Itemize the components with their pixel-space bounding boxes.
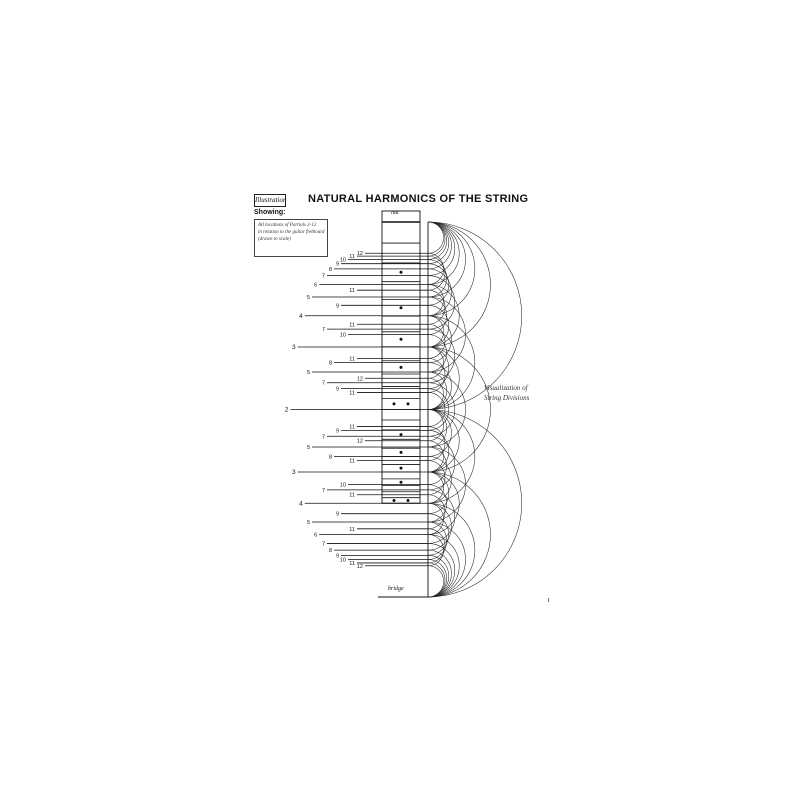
harmonic-number-label: 10 [339, 557, 346, 564]
harmonic-number-label: 11 [349, 492, 355, 499]
harmonic-number-label: 6 [314, 282, 318, 289]
harmonic-number-label: 5 [306, 295, 310, 301]
harmonic-number-label: 9 [335, 303, 339, 310]
harmonic-number-label: 8 [328, 548, 332, 555]
division-arc [428, 347, 491, 472]
division-arc [428, 560, 447, 598]
description-line: (drawn to scale) [258, 237, 291, 243]
harmonic-number-label: 12 [356, 251, 363, 258]
harmonic-number-label: 11 [349, 424, 355, 431]
harmonic-number-label: 11 [349, 288, 355, 295]
harmonic-number-label: 8 [328, 454, 332, 461]
harmonic-number-label: 11 [349, 526, 355, 533]
division-arc [428, 222, 447, 260]
harmonic-number-label: 9 [335, 511, 339, 518]
showing-heading: Showing: [254, 209, 286, 216]
division-arc [428, 335, 447, 373]
harmonic-number-label: 7 [321, 273, 325, 280]
division-arc [428, 447, 466, 522]
division-arc [428, 297, 466, 372]
fret-marker-dot [400, 481, 403, 484]
harmonic-number-label: 10 [339, 257, 346, 264]
division-arc [428, 456, 451, 503]
division-arc [428, 285, 444, 316]
annotation-line: String Divisions [484, 394, 530, 402]
harmonic-number-label: 8 [328, 266, 332, 273]
harmonic-number-label: 11 [349, 254, 355, 261]
harmonic-number-label: 10 [339, 332, 346, 339]
harmonic-number-label: 9 [335, 553, 339, 560]
harmonic-number-label: 3 [291, 469, 296, 477]
fret-marker-dot [400, 306, 403, 309]
fret-marker-dot [400, 433, 403, 436]
division-arc [428, 222, 522, 410]
division-arc [428, 522, 447, 560]
description-line: in relation to the guitar fretboard [258, 230, 325, 236]
page-title: NATURAL HARMONICS OF THE STRING [308, 193, 529, 205]
page-number: 1 [547, 598, 550, 604]
harmonic-number-label: 11 [349, 390, 355, 397]
harmonic-number-label: 4 [299, 312, 303, 320]
fret-marker-dot [400, 366, 403, 369]
harmonic-number-label: 12 [356, 438, 363, 445]
harmonic-number-label: 12 [356, 563, 363, 570]
harmonic-number-label: 2 [284, 406, 289, 414]
division-arc [428, 222, 490, 347]
harmonic-number-label: 11 [349, 356, 355, 363]
harmonic-number-label: 7 [321, 434, 325, 441]
division-arc [428, 447, 447, 485]
division-arc [428, 472, 490, 597]
harmonic-number-label: 7 [321, 487, 325, 494]
description-line: All locations of Partials 2-12 [258, 223, 317, 228]
fret-marker-dot [393, 499, 396, 502]
harmonic-number-label: 10 [339, 482, 346, 489]
nut-label: nut [391, 210, 399, 216]
harmonic-number-label: 11 [349, 560, 355, 567]
harmonic-number-label: 4 [299, 500, 303, 508]
bridge-label: bridge [388, 586, 404, 592]
division-annotation [484, 383, 529, 403]
fret-marker-dot [400, 271, 403, 274]
harmonic-number-label: 7 [321, 327, 325, 334]
illustration-tag: Illustration [254, 194, 286, 207]
harmonic-number-label: 8 [328, 360, 332, 367]
string-division-arcs [428, 222, 522, 597]
fret-marker-dot [407, 499, 410, 502]
division-arc [428, 316, 451, 363]
fret-marker-dot [400, 467, 403, 470]
division-arc [428, 260, 447, 298]
division-arc [428, 410, 522, 598]
harmonic-number-label: 11 [349, 458, 355, 465]
harmonic-number-label: 12 [356, 376, 363, 383]
division-arc [428, 503, 444, 534]
harmonic-number-label: 11 [349, 322, 355, 329]
harmonic-number-label: 7 [321, 380, 325, 387]
harmonic-number-label: 6 [314, 532, 318, 539]
harmonic-number-label: 3 [291, 343, 296, 351]
harmonic-number-label: 9 [335, 386, 339, 393]
fret-marker-dot [407, 402, 410, 405]
harmonic-number-label: 7 [321, 541, 325, 548]
fret-marker-dot [400, 338, 403, 341]
fretboard-outline [382, 211, 420, 503]
harmonic-number-label: 5 [306, 445, 310, 451]
fret-marker-dot [400, 451, 403, 454]
harmonic-number-label: 5 [306, 520, 310, 526]
harmonic-number-label: 5 [306, 370, 310, 376]
annotation-line: Visualization of [484, 384, 528, 392]
harmonic-number-label: 9 [335, 428, 339, 435]
harmonic-number-label: 9 [335, 261, 339, 268]
fret-marker-dot [393, 402, 396, 405]
